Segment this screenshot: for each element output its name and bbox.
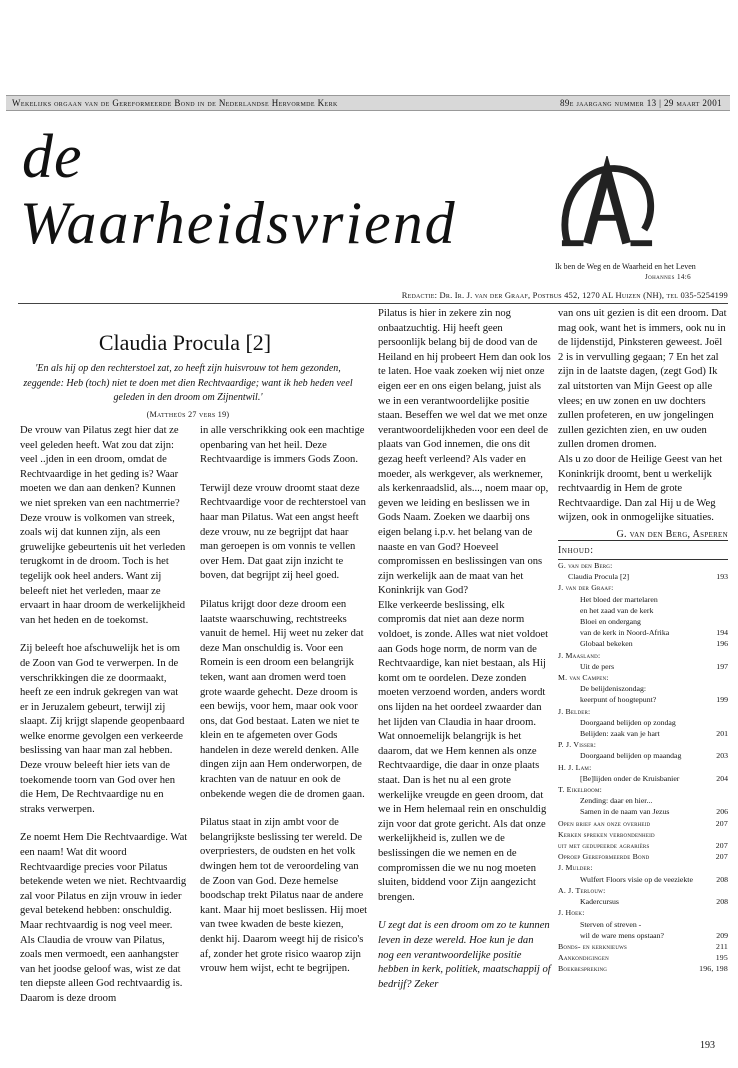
- page-number: 193: [700, 1040, 715, 1051]
- toc-entry-page: [702, 717, 728, 728]
- toc-entry: [558, 907, 728, 918]
- toc-entry-page: [702, 862, 728, 873]
- toc-entry-title: Doorgaand belijden op zondag: [580, 717, 676, 727]
- toc-entry-page: 201: [716, 729, 728, 739]
- toc-entry-page: 203: [716, 751, 728, 761]
- toc-entry-title: H. J. Lam:: [558, 762, 592, 772]
- toc-entry-page: [702, 907, 728, 918]
- toc-entry: [558, 582, 728, 593]
- toc-entry-page: 194: [716, 628, 728, 638]
- toc-entry-page: 204: [716, 773, 728, 783]
- article-epigraph: [22, 362, 354, 422]
- paragraph: U zegt dat is een droom om zo te kunnen leven in deze wereld. Hoe kun je dan nog een verantwoordelijke positie hebben in kerk, politiek, maatschappij of bedrijf? Zeker: [378, 920, 551, 990]
- toc-entry: [558, 661, 728, 672]
- toc-entry: [558, 851, 728, 862]
- toc-entry-title: J. Maasland:: [558, 650, 601, 660]
- toc-entry: [558, 638, 728, 649]
- paragraph: Pilatus staat in zijn ambt voor de belangrijkste beslissing ter wereld. De overpriesters, de oudsten en het volk dwingen hem tot de veroordeling van de Zoon van God. Deze hemelse boodschap trekt Pilatus naar de andere kant. Maar hij moet beslissen. Hij moet van twee kwaden de beste kiezen, denkt hij. Daarom weegt hij de risico's af, zonder het grote risico waarop zijn vrouw hem wijst, echt te begrijpen.: [200, 817, 368, 975]
- toc-entry: [558, 919, 728, 930]
- epigraph-text: 'En als hij op den rechterstoel zat, zo heeft zijn huisvrouw tot hem gezonden, zeggende: Heb (toch) niet te doen met dien Rechtvaardige; want ik heb heden veel geleden in den droom om Zijnentwil.': [23, 363, 353, 403]
- toc-entry-title: Uit de pers: [580, 661, 615, 671]
- toc-entry-page: 208: [716, 874, 728, 884]
- toc-entry-title: Zending: daar en hier...: [580, 796, 653, 806]
- toc-entry-page: 207: [715, 818, 728, 828]
- toc-entry-title: Boekbespreking: [558, 964, 608, 974]
- toc-entry-page: 199: [716, 695, 728, 705]
- toc-entry-page: [702, 582, 728, 593]
- article-column-2: [200, 424, 368, 991]
- issue-banner: [6, 95, 730, 111]
- toc-entry-title: J. van der Graaf:: [558, 583, 614, 593]
- paragraph: in alle verschrikking ook een machtige openbaring van het heil. Deze Rechtvaardige is immers Gods Zoon.: [200, 425, 365, 466]
- toc-entry: [558, 571, 728, 582]
- motto-reference: Johannes 14:6: [644, 273, 691, 281]
- toc-entry: [558, 896, 728, 907]
- toc-entry-page: [702, 605, 728, 616]
- toc-entry: [558, 750, 728, 761]
- toc-entry: [558, 885, 728, 896]
- toc-heading: Inhoud:: [558, 541, 728, 560]
- toc-entry-title: J. Mulder:: [558, 863, 593, 873]
- alpha-omega-logo-icon: [558, 156, 656, 256]
- toc-entry-page: 207: [715, 852, 728, 862]
- toc-entry: [558, 941, 728, 952]
- toc-entry-title: J. Belder:: [558, 706, 591, 716]
- toc-entry-page: [702, 594, 728, 605]
- toc-entry: [558, 829, 728, 840]
- toc-entry: [558, 605, 728, 616]
- masthead-title: Waarheidsvriend: [20, 190, 457, 256]
- paragraph: De vrouw van Pilatus zegt hier dat ze veel geleden heeft. Wat zou dat zijn: veel ..jden in een droom, omdat de Rechtvaardige in het geding is? Waar moeten we dan aan denken? Kunnen we niet spreken van een nachtmerrie? Deze vrouw is volkomen van streek, zoals wij dat kunnen zijn, als een gruwelijke gebeurtenis uit het verleden terugkomt in de droom. Toch is het tegelijk ook heel anders. Want zij beleeft niet het verleden, maar ze ervaart in haar droom de werkelijkheid van het heden en de toekomst.: [20, 425, 186, 626]
- toc-entry-title: Kerken spreken verbondenheid: [558, 829, 655, 839]
- toc-entry-title: Aankondigingen: [558, 953, 609, 963]
- toc-entry: [558, 784, 728, 795]
- article-column-4: [558, 307, 728, 543]
- toc-entry-page: 193: [716, 572, 728, 582]
- author-signature: G. van den Berg, Asperen: [616, 528, 728, 540]
- toc-entry: [558, 706, 728, 717]
- toc-entry-page: [702, 683, 728, 694]
- toc-entry-page: 207: [715, 841, 728, 851]
- toc-entry-page: [702, 829, 728, 840]
- toc-entry-title: M. van Campen:: [558, 673, 609, 683]
- toc-list: [558, 560, 728, 975]
- toc-entry: [558, 773, 728, 784]
- paragraph: Wat onnoemelijk belangrijk is het daarom, dat we Hem kennen als onze Rechtvaardige, die daar in onze plaats staat. Dan is het nu al een grote werkelijke vreugde en geen droom, dat we in Hem helemaal rein en onschuldig zijn voor dat grote gericht. Als dat onze werkelijkheid is, zullen we de beslissingen die we nemen en de compromissen die we nu nog moeten sluiten, biddend voor Zijn aangezicht brengen.: [378, 731, 547, 903]
- article-title: Claudia Procula [2]: [98, 330, 272, 355]
- toc-entry: [558, 795, 728, 806]
- toc-entry-page: 206: [716, 807, 728, 817]
- editorial-address: Redactie: Dr. Ir. J. van der Graaf, Postbus 452, 1270 AL Huizen (NH), tel 035-5254199: [401, 290, 728, 300]
- toc-entry-title: Wulfert Floors visie op de veeziekte: [580, 874, 693, 884]
- toc-entry-title: P. J. Visser:: [558, 740, 597, 750]
- toc-entry: [558, 683, 728, 694]
- toc-entry-title: Samen in de naam van Jezus: [580, 807, 670, 817]
- toc-entry: [558, 739, 728, 750]
- toc-entry: [558, 862, 728, 873]
- masthead-motto: [555, 262, 725, 282]
- toc-entry-title: Open brief aan onze overheid: [558, 818, 651, 828]
- article-column-1: [20, 424, 188, 1021]
- toc-entry-page: 196: [716, 639, 728, 649]
- toc-entry-title: Sterven of streven -: [580, 919, 642, 929]
- issue-info: 89e jaargang nummer 13 | 29 maart 2001: [559, 98, 722, 108]
- paragraph: Zij beleeft hoe afschuwelijk het is om de Zoon van God te verwerpen. In de verschrikkingen die ze doormaakt, heeft ze een indruk gekregen van wat er in Jeruzalem gebeurt, terwijl zij slaapt. Zij krijgt slapende geopenbaard welke enorme gevolgen een verkeerde beslissing van haar man zal hebben. Deze vrouw beleeft hier iets van de toekomende toorn van God over hen die Hem, De Rechtvaardige nu en straks verwerpen.: [20, 643, 185, 815]
- masthead-de: de: [22, 123, 83, 191]
- toc-entry-title: G. van den Berg:: [558, 561, 613, 570]
- toc-entry-page: [702, 784, 728, 795]
- toc-entry: [558, 672, 728, 683]
- toc-entry-title: van de kerk in Noord-Afrika: [580, 628, 670, 638]
- paragraph: Pilatus krijgt door deze droom een laatste waarschuwing, rechtstreeks vanuit de hemel. Hij weet nu zeker dat deze Man onschuldig is. Voor een Romein is een droom een belangrijk teken, want aan dromen werd toen grote waarde gehecht. Deze droom is een bewijs, voor hem, maar ook voor ons, dat God bestaat. Laten we niet te klein en te afgemeten over Gods handelen in deze wereld denken. Alle dingen zijn aan Hem onderworpen, de krachten van de natuur en ook de onbekende wegen die de dromen gaan.: [200, 598, 365, 800]
- article-column-3: [378, 307, 552, 1006]
- toc-entry-title: J. Hoek:: [558, 908, 585, 918]
- toc-entry-page: [702, 672, 728, 683]
- toc-entry: [558, 963, 728, 974]
- paragraph: Elke verkeerde beslissing, elk compromis dat niet aan deze norm voldoet, is zonde. Alles wat niet voldoet aan Gods hoge norm, de norm van de Rechtvaardige, kan niet bestaan, als Hij komt om te oordelen. Deze zonden moeten verzoend worden, anders wordt ons lijden na het oordeel zwaarder dan het lijden van Claudia in haar droom.: [378, 599, 549, 728]
- toc-entry-page: [702, 650, 728, 661]
- toc-entry-page: 208: [716, 897, 728, 907]
- toc-entry-title: wil de ware mens opstaan?: [580, 930, 665, 940]
- toc-entry-page: [702, 885, 728, 896]
- toc-entry: [558, 762, 728, 773]
- table-of-contents: [558, 540, 728, 975]
- toc-entry: [558, 594, 728, 605]
- toc-entry: [558, 728, 728, 739]
- paragraph: Terwijl deze vrouw droomt staat deze Rechtvaardige voor de rechterstoel van haar man Pilatus. Wat een angst heeft deze vrouw, nu ze begrijpt dat haar man geroepen is om vonnis te vellen over Hem. Dat gaat zijn inzicht te boven, dat begrijpt zij heel goed.: [200, 482, 366, 582]
- toc-entry: [558, 818, 728, 829]
- toc-entry-title: Globaal bekeken: [580, 639, 633, 649]
- toc-entry: [558, 717, 728, 728]
- toc-entry-title: en het zaad van de kerk: [580, 605, 654, 615]
- toc-entry: [558, 627, 728, 638]
- toc-entry: [558, 806, 728, 817]
- toc-entry: [558, 874, 728, 885]
- paragraph: Pilatus is hier in zekere zin nog onbaatzuchtig. Hij heeft geen persoonlijk belang bij de dood van de Heiland en hij probeert Hem dan ook los te laten. Hoe vaak zoeken wij niet onze eigen eer en ons eigen belang, juist als we in een verantwoordelijke positie staan. Beseffen we wel dat we met onze verantwoordelijkheden voor een deel de plaats van God innemen, die ons dit gezag heeft verleend? Als vader en moeder, als werkgever, als werknemer, als kerkenraadslid, als..., noem maar op, geven we leiding en beslissen we in Gods Naam. Zoeken we daarbij ons eigen belang i.p.v. het belang van de naaste en van God? Hoeveel compromissen en beslissingen van ons zijn werkelijk aan de maat van het Koninkrijk van God?: [378, 308, 551, 597]
- paragraph: Ze noemt Hem Die Rechtvaardige. Wat een naam! Wat dit woord Rechtvaardige precies voor Pilatus betekende weten we niet. Rechtvaardig zal voor Pilatus en zijn vrouw in ieder geval betekend hebben: onschuldig. Maar rechtvaardig is nog veel meer. Als Claudia de vrouw van Pilatus, zoals men vermoedt, een aanhangster van het joodse geloof was, wist ze dat ten diepste alleen God rechtvaardig is. Daarom is deze droom: [20, 832, 188, 1004]
- toc-entry-page: [702, 795, 728, 806]
- publisher-line: Wekelijks orgaan van de Gereformeerde Bond in de Nederlandse Hervormde Kerk: [12, 98, 338, 108]
- toc-entry: [558, 694, 728, 705]
- toc-entry-page: [702, 616, 728, 627]
- toc-entry-title: Kadercursus: [580, 897, 619, 907]
- paragraph: Als u zo door de Heilige Geest van het Koninkrijk droomt, bent u werkelijk rechtvaardig in Hem de grote Rechtvaardige. Dan zal Hij u de Weg wijzen, ook in onmogelijke situaties.: [558, 453, 723, 524]
- toc-entry-page: 209: [716, 930, 728, 940]
- toc-entry-title: Het bloed der martelaren: [580, 594, 658, 604]
- toc-entry: [558, 840, 728, 851]
- toc-entry-page: 195: [715, 953, 728, 963]
- toc-entry: [558, 560, 728, 571]
- toc-entry: [558, 930, 728, 941]
- toc-entry-page: [702, 762, 728, 773]
- toc-entry-page: 196, 198: [699, 964, 728, 974]
- paragraph: van ons uit gezien is dit een droom. Dat mag ook, want het is immers, ook nu in de lijdenstijd, Pinksteren geweest. Joël 2 is in vervulling gegaan; 7 En het zal zijn in de laatste dagen, (zegt God) Ik zal uitstorten van Mijn Geest op alle vlees; en uw zonen en uw dochters zullen profeteren, en uw jongelingen zullen gezichten zien, en uw ouden zullen dromen dromen.: [558, 308, 727, 451]
- epigraph-reference: (Mattheüs 27 vers 19): [146, 409, 230, 419]
- toc-entry-page: [702, 706, 728, 717]
- toc-entry-title: uit met gedupeerde agrariërs: [558, 841, 650, 851]
- toc-entry-title: Belijden: zaak van je hart: [580, 729, 660, 739]
- toc-entry-title: keerpunt of hoogtepunt?: [580, 695, 657, 705]
- toc-entry-title: A. J. Terlouw:: [558, 885, 606, 895]
- toc-entry-title: Oproep Gereformeerde Bond: [558, 852, 650, 862]
- toc-entry-page: 211: [715, 941, 728, 951]
- toc-entry-title: [Be]lijden onder de Kruisbanier: [580, 773, 680, 783]
- toc-entry-title: Bloei en ondergang: [580, 617, 641, 627]
- header-divider: [18, 303, 728, 304]
- toc-entry-page: 197: [716, 661, 728, 671]
- toc-entry-page: [702, 560, 728, 571]
- toc-entry-title: De belijdeniszondag:: [580, 684, 647, 694]
- toc-entry-title: Doorgaand belijden op maandag: [580, 751, 682, 761]
- toc-entry-page: [702, 739, 728, 750]
- toc-entry: [558, 952, 728, 963]
- toc-entry-title: Bonds- en kerknieuws: [558, 941, 628, 951]
- toc-entry-title: T. Eikelboom:: [558, 785, 602, 795]
- toc-entry-page: [702, 919, 728, 930]
- toc-entry-title: Claudia Procula [2]: [568, 572, 630, 582]
- toc-entry: [558, 650, 728, 661]
- toc-entry: [558, 616, 728, 627]
- motto-text: Ik ben de Weg en de Waarheid en het Leven: [555, 262, 696, 271]
